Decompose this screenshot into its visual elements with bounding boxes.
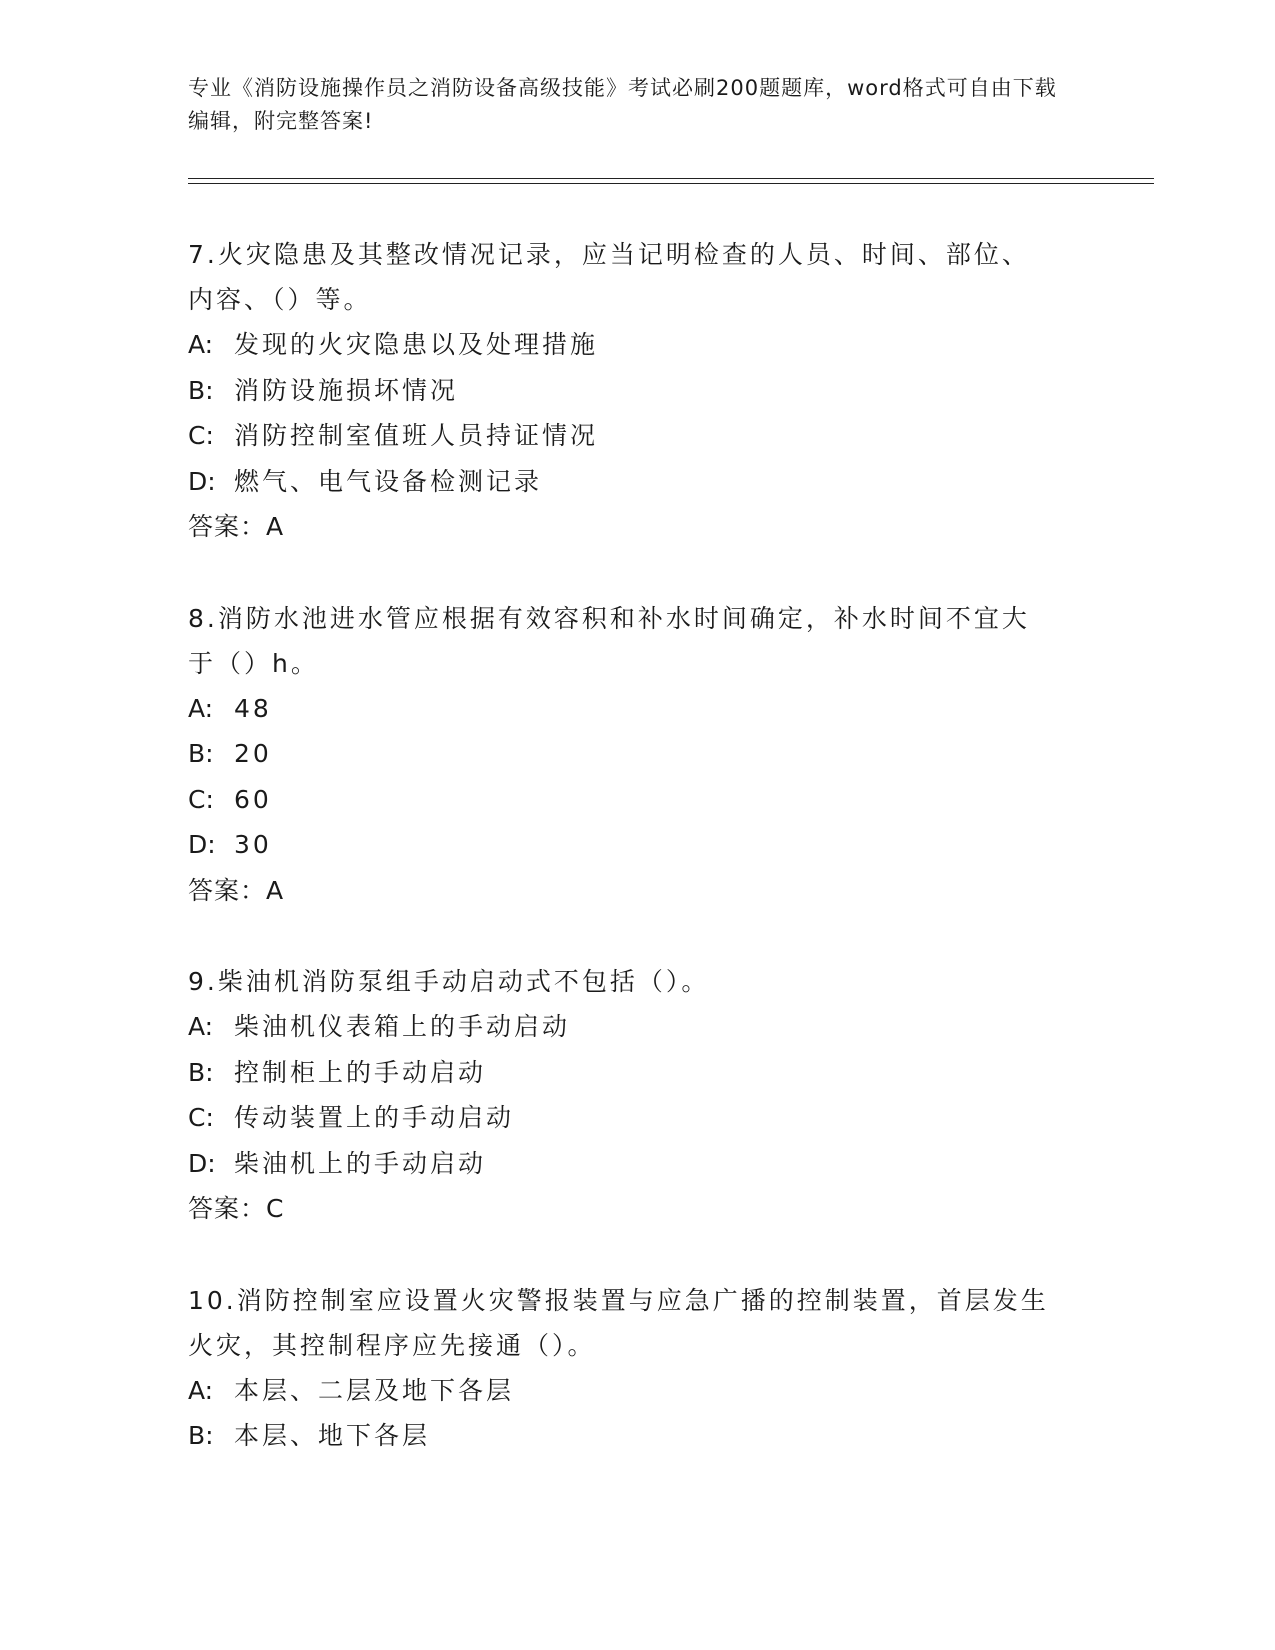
option-c (188, 1095, 1038, 1141)
option-letter: A: (188, 1012, 214, 1041)
option-letter: A: (188, 693, 214, 723)
option-letter: D: (188, 1148, 216, 1178)
option-text: 60 (234, 784, 272, 814)
option-text: 消防设施损坏情况 (234, 375, 459, 405)
option-text: 48 (234, 693, 272, 723)
question-text: 9.柴油机消防泵组手动启动式不包括（）。 (188, 967, 710, 996)
option-c (188, 777, 1038, 823)
option-text: 传动装置上的手动启动 (234, 1103, 515, 1132)
question-text: 10.消防控制室应设置火灾警报装置与应急广播的控制装置，首层发生火灾，其控制程序应先接通（）。 (188, 1285, 1049, 1360)
option-a (188, 322, 1038, 368)
option-d (188, 822, 1038, 868)
question-9 (188, 959, 1038, 1232)
answer: 答案：C (188, 1194, 285, 1223)
answer: 答案：A (188, 512, 285, 541)
option-text: 柴油机仪表箱上的手动启动 (234, 1012, 571, 1041)
question-text: 7.火灾隐患及其整改情况记录，应当记明检查的人员、时间、部位、内容、（）等。 (188, 240, 1030, 314)
option-text: 30 (234, 830, 272, 859)
option-b (188, 731, 1038, 777)
option-text: 发现的火灾隐患以及处理措施 (234, 330, 599, 359)
option-letter: B: (188, 1057, 214, 1087)
option-text: 20 (234, 739, 272, 768)
question-7 (188, 232, 1038, 550)
option-letter: A: (188, 1375, 214, 1405)
question-8 (188, 596, 1038, 914)
option-text: 控制柜上的手动启动 (234, 1057, 487, 1087)
document-header: 专业《消防设施操作员之消防设备高级技能》考试必刷200题题库，word格式可自由下载编辑，附完整答案! (188, 76, 1057, 133)
header-rule-top (188, 178, 1154, 179)
option-text: 本层、二层及地下各层 (234, 1375, 515, 1405)
option-a (188, 1368, 1068, 1414)
option-text: 燃气、电气设备检测记录 (234, 466, 543, 496)
option-letter: D: (188, 830, 216, 859)
option-letter: C: (188, 421, 214, 450)
option-letter: B: (188, 1421, 214, 1450)
header-rule-bottom (188, 183, 1154, 184)
question-text: 8.消防水池进水管应根据有效容积和补水时间确定，补水时间不宜大于（）h。 (188, 603, 1030, 678)
option-d (188, 1141, 1038, 1187)
answer: 答案：A (188, 875, 285, 905)
option-letter: D: (188, 466, 216, 496)
option-letter: A: (188, 330, 214, 359)
option-b (188, 1413, 1068, 1459)
option-letter: B: (188, 739, 214, 768)
option-c (188, 413, 1038, 459)
option-d (188, 459, 1038, 505)
option-a (188, 686, 1038, 732)
option-letter: C: (188, 784, 214, 814)
option-text: 消防控制室值班人员持证情况 (234, 421, 599, 450)
option-a (188, 1004, 1038, 1050)
option-b (188, 368, 1038, 414)
question-10 (188, 1278, 1068, 1459)
option-b (188, 1050, 1038, 1096)
option-text: 本层、地下各层 (234, 1421, 431, 1450)
option-letter: C: (188, 1103, 214, 1132)
question-list (188, 232, 1088, 1505)
option-letter: B: (188, 375, 214, 405)
option-text: 柴油机上的手动启动 (234, 1148, 487, 1178)
